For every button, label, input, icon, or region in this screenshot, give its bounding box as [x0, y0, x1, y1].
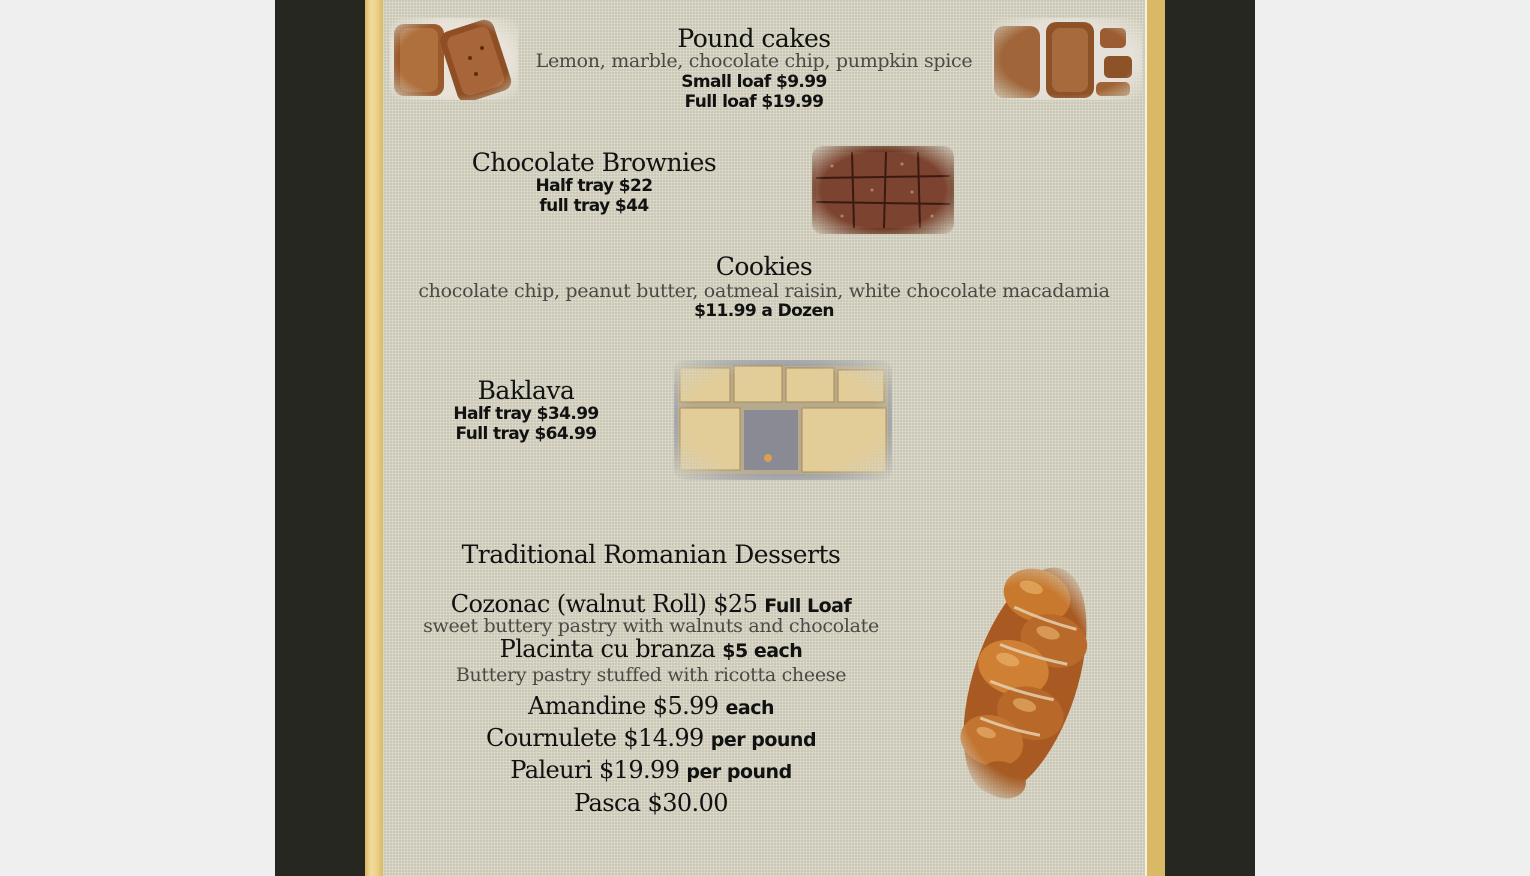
brownies-title: Chocolate Brownies — [471, 148, 717, 177]
paleuri-name: Paleuri $19.99 — [510, 756, 680, 784]
pasca-line: Pasca $30.00 — [574, 789, 728, 817]
paleuri-line — [401, 756, 901, 784]
cozonac-line — [401, 590, 901, 618]
cozonac-bread-photo — [940, 556, 1110, 806]
pound-cakes-price-full: Full loaf $19.99 — [684, 92, 824, 112]
baklava-price-full: Full tray $64.99 — [455, 424, 597, 444]
placinta-price: $5 each — [722, 640, 803, 662]
cournulete-unit: per pound — [710, 729, 817, 751]
pound-cakes-title: Pound cakes — [677, 24, 831, 53]
cournulete-line — [401, 724, 901, 752]
pound-cakes-price-small: Small loaf $9.99 — [681, 72, 827, 92]
paleuri-unit: per pound — [686, 761, 792, 783]
cozonac-description: sweet buttery pastry with walnuts and chocolate — [423, 615, 879, 637]
cookies-price: $11.99 a Dozen — [694, 301, 834, 321]
baklava-title: Baklava — [477, 376, 575, 405]
cozonac-name: Cozonac (walnut Roll) $25 — [450, 590, 758, 618]
cournulete-name: Cournulete $14.99 — [485, 724, 704, 752]
baklava-photo — [674, 360, 892, 480]
baklava-price-half: Half tray $34.99 — [453, 404, 599, 424]
pound-cake-photo-left — [390, 18, 518, 100]
placinta-name: Placinta cu branza — [499, 635, 716, 663]
amandine-unit: each — [725, 697, 775, 719]
amandine-line — [401, 692, 901, 720]
brownies-price-full: full tray $44 — [539, 196, 649, 216]
brownies-photo — [812, 146, 954, 234]
cookies-flavors: chocolate chip, peanut butter, oatmeal raisin, white chocolate macadamia — [418, 280, 1110, 302]
cozonac-unit: Full Loaf — [764, 595, 852, 617]
romanian-desserts-title: Traditional Romanian Desserts — [461, 540, 841, 569]
cookies-title: Cookies — [715, 252, 813, 281]
pound-cake-photo-right — [992, 18, 1142, 100]
placinta-description: Buttery pastry stuffed with ricotta cheese — [455, 664, 847, 686]
brownies-price-half: Half tray $22 — [535, 176, 653, 196]
placinta-line — [401, 635, 901, 663]
amandine-name: Amandine $5.99 — [527, 692, 719, 720]
pound-cakes-flavors: Lemon, marble, chocolate chip, pumpkin spice — [535, 50, 973, 72]
